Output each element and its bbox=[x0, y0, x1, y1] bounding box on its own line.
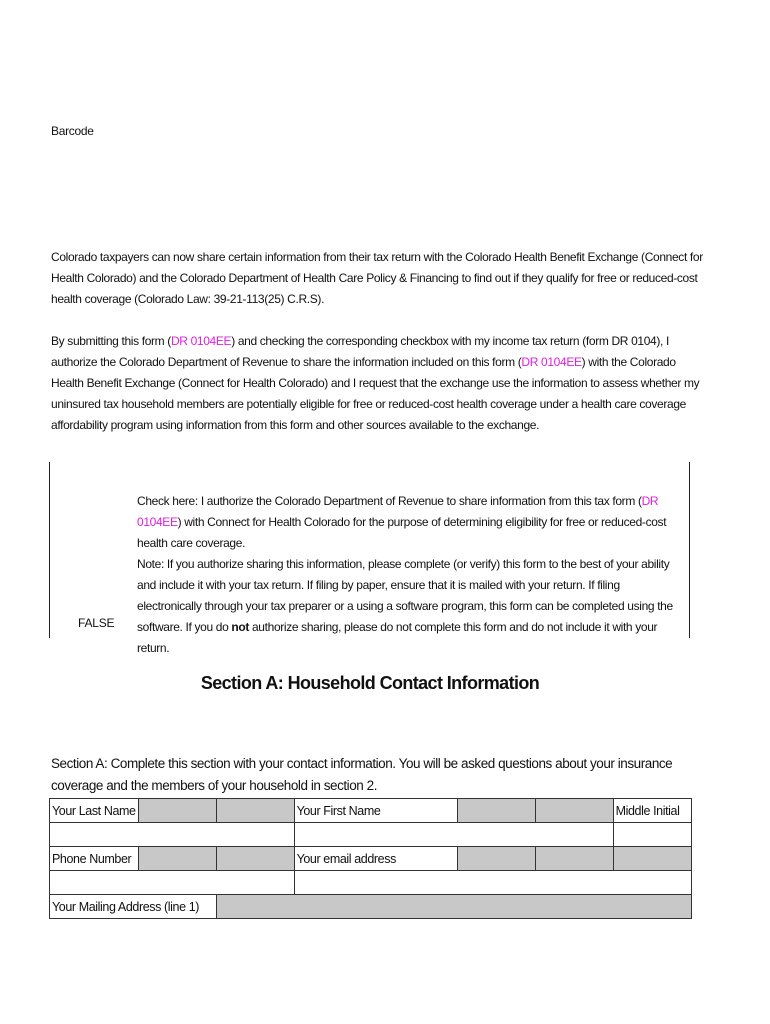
note-text-b: authorize sharing, please do not complete this form and do not include it with your return. bbox=[137, 620, 658, 655]
shaded-cell bbox=[613, 847, 691, 871]
table-row bbox=[50, 799, 692, 823]
check-text-b: ) with Connect for Health Colorado for the purpose of determining eligibility for free or reduced-cost health care coverage. bbox=[137, 515, 667, 550]
shaded-cell bbox=[535, 799, 613, 823]
email-field[interactable] bbox=[294, 871, 691, 895]
table-row bbox=[50, 847, 692, 871]
table-row bbox=[50, 895, 692, 919]
address-line1-label: Your Mailing Address (line 1) bbox=[50, 895, 217, 919]
consent-paragraph bbox=[51, 331, 711, 436]
check-text-a: Check here: I authorize the Colorado Department of Revenue to share information from this tax form ( bbox=[137, 494, 642, 508]
shaded-cell bbox=[138, 799, 216, 823]
middle-initial-label: Middle Initial bbox=[613, 799, 691, 823]
section-a-instructions: Section A: Complete this section with your contact information. You will be asked questions about your insurance coverage and the members of your household in section 2. bbox=[51, 756, 673, 793]
intro-paragraph: Colorado taxpayers can now share certain information from their tax return with the Colorado Health Benefit Exchange (Connect for Health Colorado) and the Colorado Department of Health Care Policy & Financing to find out if they qualify for free or reduced-cost health coverage (Colorado Law: 39-21-113(25) C.R.S). bbox=[51, 250, 703, 306]
form-reference: DR 0104EE bbox=[521, 355, 582, 369]
shaded-cell bbox=[457, 799, 535, 823]
shaded-cell bbox=[216, 847, 294, 871]
address-line1-field[interactable] bbox=[216, 895, 691, 919]
note-text-a: Note: If you authorize sharing this information, please complete (or verify) this form to the best of your ability and include it with your tax return. If filing by paper, ensure that it is mailed with your return. If filing electronically through your tax preparer or a using a software program, this form can be completed using the software. If you do bbox=[137, 557, 673, 634]
shaded-cell bbox=[535, 847, 613, 871]
form-reference: DR 0104EE bbox=[170, 334, 232, 348]
last-name-label: Your Last Name bbox=[50, 799, 139, 823]
table-row bbox=[50, 871, 692, 895]
authorization-check-text bbox=[137, 491, 685, 554]
authorization-checkbox-value[interactable]: FALSE bbox=[78, 616, 115, 630]
email-label: Your email address bbox=[294, 847, 457, 871]
first-name-label: Your First Name bbox=[294, 799, 457, 823]
authorization-box-right-border bbox=[689, 462, 690, 638]
barcode-label: Barcode bbox=[51, 124, 94, 138]
authorization-box-left-border bbox=[49, 462, 50, 638]
form-reference: DR 0104EE bbox=[137, 494, 659, 529]
authorization-note bbox=[137, 554, 685, 659]
section-a-title: Section A: Household Contact Information bbox=[200, 673, 540, 693]
last-name-field[interactable] bbox=[50, 823, 295, 847]
middle-initial-field[interactable] bbox=[613, 823, 691, 847]
phone-label: Phone Number bbox=[50, 847, 139, 871]
shaded-cell bbox=[138, 847, 216, 871]
table-row bbox=[50, 823, 692, 847]
consent-text-c: ) with the Colorado Health Benefit Exchange (Connect for Health Colorado) and I request that the exchange use the information to assess whether my uninsured tax household members are potentially eligible for free or reduced-cost health coverage under a health care coverage affordability program using information from this form and other sources available to the exchange. bbox=[51, 355, 700, 432]
first-name-field[interactable] bbox=[294, 823, 613, 847]
note-emphasis: not bbox=[231, 620, 249, 634]
consent-text-b: ) and checking the corresponding checkbox with my income tax return (form DR 0104), I authorize the Colorado Department of Revenue to share the information included on this form ( bbox=[51, 334, 669, 369]
household-contact-table bbox=[49, 798, 692, 919]
shaded-cell bbox=[216, 799, 294, 823]
shaded-cell bbox=[457, 847, 535, 871]
phone-field[interactable] bbox=[50, 871, 295, 895]
consent-text-a: By submitting this form ( bbox=[51, 334, 171, 348]
